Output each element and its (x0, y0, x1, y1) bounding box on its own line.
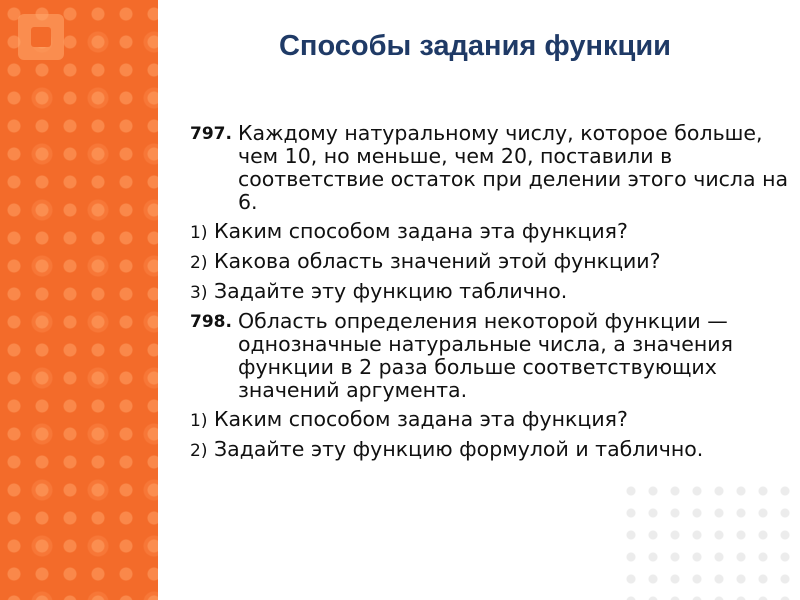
question-text: Задайте эту функцию таблично. (213, 279, 568, 303)
question-item (190, 280, 790, 305)
decorative-side-band (0, 0, 158, 600)
question-item (190, 408, 790, 433)
question-text: Задайте эту функцию формулой и таблично. (213, 437, 704, 461)
task-text: Каждому натуральному числу, которое больше, чем 10, но меньше, чем 20, поставили в соответствие остаток при делении этого числа на 6. (237, 121, 789, 214)
question-text: Каким способом задана эта функция? (213, 407, 628, 431)
question-number: 1) (190, 411, 208, 431)
question-number: 2) (190, 253, 208, 273)
question-number: 2) (190, 441, 208, 461)
question-item (190, 250, 790, 275)
task-number: 798. (190, 312, 232, 332)
decorative-corner-pattern (620, 480, 800, 600)
slide-content (190, 122, 790, 468)
question-item (190, 438, 790, 463)
logo-square-icon (18, 14, 64, 60)
question-text: Каким способом задана эта функция? (213, 219, 628, 243)
question-item (190, 220, 790, 245)
question-text: Какова область значений этой функции? (213, 249, 661, 273)
task-number: 797. (190, 124, 232, 144)
task-798 (190, 310, 790, 402)
slide-title: Способы задания функции (278, 30, 672, 62)
task-797 (190, 122, 790, 214)
question-number: 3) (190, 283, 208, 303)
task-text: Область определения некоторой функции — однозначные натуральные числа, а значения функции в 2 раза больше соответствующих значений аргумента. (237, 309, 733, 402)
question-number: 1) (190, 223, 208, 243)
